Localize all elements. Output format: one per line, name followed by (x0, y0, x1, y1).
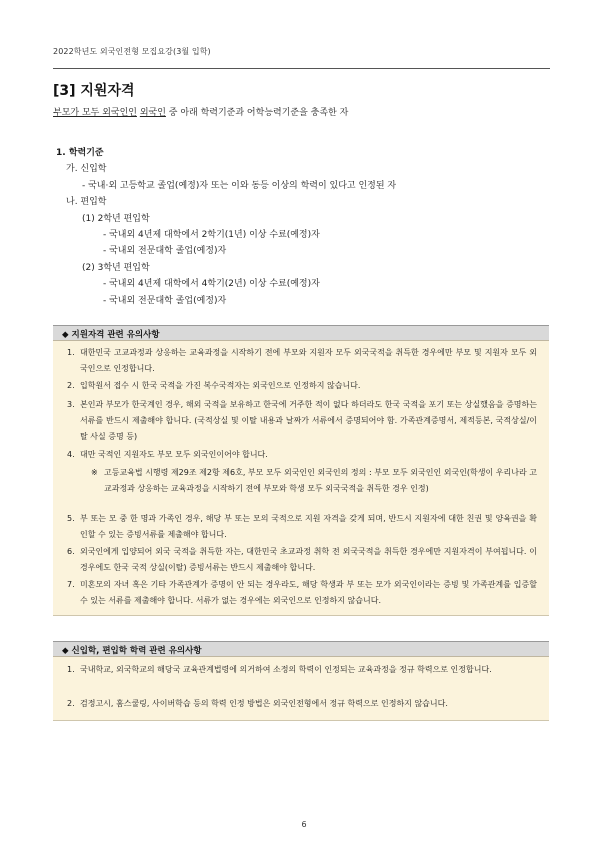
notice-item-text: 부 또는 모 중 한 명과 가족인 경우, 해당 부 또는 모의 국적으로 지원 자격을 갖게 되며, 반드시 지원자에 대한 친권 및 양육권을 확인할 수 있는 증빙서류를 제출해야 합니다. (80, 514, 537, 539)
notice-item (67, 511, 537, 543)
academic-notice-header (53, 641, 549, 657)
intro-underline-2: 외국인 (139, 108, 166, 118)
diamond-icon: ◆ (62, 330, 69, 340)
notice-item-text: 국내학교, 외국학교의 해당국 교육관계법령에 의거하여 소정의 학력이 인정되는 교육과정을 정규 학력으로 인정합니다. (80, 665, 492, 674)
header-divider (53, 68, 550, 69)
notice-item-text: 외국인에게 입양되어 외국 국적을 취득한 자는, 대한민국 초교과정 취학 전 외국국적을 취득한 경우에만 지원자격이 부여됩니다. 이 경우에도 한국 국적 상실(이탈) 증빙서류는 반드시 제출해야 합니다. (80, 547, 537, 572)
year3-item-2: - 국내외 전문대학 졸업(예정)자 (103, 296, 227, 306)
notice-item (67, 447, 537, 463)
notice-item-number: 2. (67, 381, 75, 390)
notice-item-text: 입학원서 접수 시 한국 국적을 가진 복수국적자는 외국인으로 인정하지 않습니다. (80, 381, 361, 390)
section-title: [3] 지원자격 (53, 83, 135, 99)
academic-notice-box (53, 657, 549, 721)
year3-item-1: - 국내외 4년제 대학에서 4학기(2년) 이상 수료(예정)자 (103, 279, 320, 289)
eligibility-notice-box (53, 341, 549, 616)
intro-sentence (53, 105, 348, 118)
notice-item-number: 4. (67, 450, 75, 459)
notice-item-text: 본인과 부모가 한국계인 경우, 해외 국적을 보유하고 한국에 거주한 적이 없다 하더라도 한국 국적을 포기 또는 상실했음을 증명하는 서류를 반드시 제출해야 합니다. (국적상실 및 이탈 내용과 날짜가 서류에서 증명되어야 함. 가족관계증명서, 제적등본, 국적상실/이탈 사실 증명 등) (80, 400, 537, 441)
notice-footnote-text: 고등교육법 시행령 제29조 제2항 제6호, 부모 모두 외국인인 외국인의 정의 : 부모 모두 외국인인 외국인(학생이 우리나라 고교과정과 상응하는 교육과정을 시작하기 전에 부모와 학생 모두 외국국적을 취득한 경우 인정) (104, 468, 537, 493)
notice-item-text: 검정고시, 홈스쿨링, 사이버학습 등의 학력 인정 방법은 외국인전형에서 정규 학력으로 인정하지 않습니다. (80, 699, 448, 708)
year3-label: (2) 3학년 편입학 (82, 263, 150, 273)
eligibility-notice-header (53, 325, 549, 341)
notice-item-text: 미혼모의 자녀 혹은 기타 가족관계가 증명이 안 되는 경우라도, 해당 학생과 부 또는 모가 외국인이라는 증빙 및 가족관계를 입증할 수 있는 서류를 제출해야 합니다. 서류가 없는 경우에는 외국인으로 인정하지 않습니다. (80, 580, 537, 605)
notice-item (67, 544, 537, 576)
notice-item-number: 2. (67, 699, 75, 708)
academic-notice-title-text: 신입학, 편입학 학력 관련 유의사항 (71, 646, 202, 656)
notice-item (67, 696, 537, 712)
freshman-item: - 국내·외 고등학교 졸업(예정)자 또는 이와 동등 이상의 학력이 있다고 인정된 자 (82, 181, 397, 191)
notice-footnote-mark: ※ (91, 468, 98, 477)
year2-item-2: - 국내외 전문대학 졸업(예정)자 (103, 246, 227, 256)
page-number: 6 (301, 820, 307, 829)
intro-rest: 중 아래 학력기준과 어학능력기준을 충족한 자 (165, 108, 349, 118)
year2-label: (1) 2학년 편입학 (82, 214, 150, 224)
notice-item-number: 3. (67, 400, 75, 409)
intro-underline-1: 부모가 모두 외국인인 (53, 108, 137, 118)
notice-item (67, 577, 537, 609)
notice-item (67, 345, 537, 377)
notice-item-number: 5. (67, 514, 75, 523)
notice-item-text: 대만 국적인 지원자도 부모 모두 외국인이어야 합니다. (80, 450, 268, 459)
notice-item-number: 1. (67, 665, 75, 674)
notice-item (67, 662, 537, 678)
diamond-icon: ◆ (62, 646, 69, 656)
transfer-label: 나. 편입학 (66, 197, 107, 207)
notice-item (67, 378, 537, 394)
year2-item-1: - 국내외 4년제 대학에서 2학기(1년) 이상 수료(예정)자 (103, 230, 320, 240)
notice-item-number: 1. (67, 348, 75, 357)
notice-item-number: 7. (67, 580, 75, 589)
running-head: 2022학년도 외국인전형 모집요강(3월 입학) (53, 47, 211, 56)
notice-item-text: 대한민국 고교과정과 상응하는 교육과정을 시작하기 전에 부모와 지원자 모두 외국국적을 취득한 경우에만 부모 및 지원자 모두 외국인으로 인정합니다. (80, 348, 537, 373)
eligibility-notice-title-text: 지원자격 관련 유의사항 (71, 330, 160, 340)
academic-heading: 1. 학력기준 (56, 148, 104, 158)
notice-item-number: 6. (67, 547, 75, 556)
eligibility-notice-title (62, 328, 160, 340)
notice-item (67, 397, 537, 445)
academic-notice-title (62, 644, 202, 656)
freshman-label: 가. 신입학 (66, 164, 107, 174)
notice-footnote (91, 465, 537, 497)
